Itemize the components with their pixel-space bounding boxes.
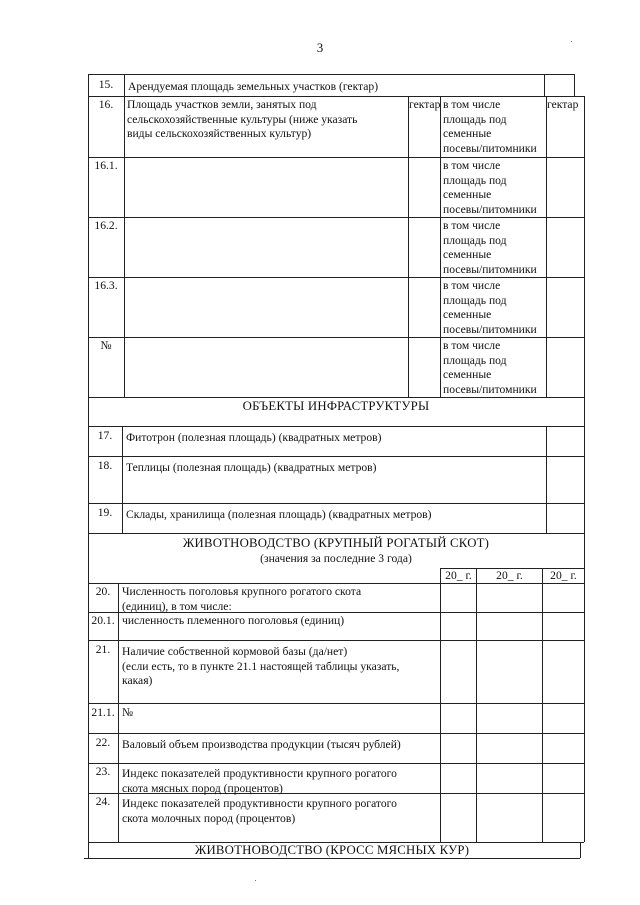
row-line xyxy=(88,277,584,278)
unit-label: гектар xyxy=(409,98,441,111)
col-line xyxy=(118,583,119,842)
col-line xyxy=(580,842,581,858)
row-text: численность племенного поголовья (единиц) xyxy=(122,614,345,627)
unit-label: гектар xyxy=(547,98,579,111)
sub-label: семенные xyxy=(443,188,492,201)
row-line xyxy=(88,640,584,641)
col-line xyxy=(546,426,547,533)
sub-label: в том числе xyxy=(443,98,501,111)
sub-label: площадь под xyxy=(443,353,507,367)
row-number: 16.2. xyxy=(94,219,118,232)
col-line xyxy=(476,568,477,842)
row-text: Фитотрон (полезная площадь) (квадратных метров) xyxy=(126,431,382,444)
sub-label: посевы/питомники xyxy=(443,141,537,155)
sub-label: площадь под xyxy=(443,293,507,307)
row-text: Площадь участков земли, занятых под xyxy=(127,98,317,111)
row-text: Индекс показателей продуктивности крупного рогатого xyxy=(122,767,397,780)
col-line xyxy=(574,74,575,96)
table-top-border xyxy=(88,74,574,75)
scan-speck xyxy=(255,880,256,881)
row-text: (если есть, то в пункте 21.1 настоящей таблицы указать, xyxy=(122,659,400,673)
col-line xyxy=(408,96,409,397)
row-number: 17. xyxy=(97,429,113,442)
sub-label: в том числе xyxy=(443,339,501,352)
row-text: Склады, хранилища (полезная площадь) (квадратных метров) xyxy=(126,508,432,521)
year-header: 20_ г. xyxy=(496,569,523,582)
row-line xyxy=(88,397,584,398)
sub-label: семенные xyxy=(443,248,492,261)
sub-label: семенные xyxy=(443,308,492,321)
row-text: скота мясных пород (процентов) xyxy=(122,781,283,795)
sub-label: в том числе xyxy=(443,279,501,292)
row-text: № xyxy=(122,706,134,719)
row-text: Арендуемая площадь земельных участков (гектар) xyxy=(128,80,379,93)
row-line xyxy=(88,337,584,338)
row-text: сельскохозяйственные культуры (ниже указать xyxy=(127,112,358,126)
page-number: 3 xyxy=(316,40,324,55)
row-line xyxy=(88,217,584,218)
row-line xyxy=(88,96,584,97)
row-text: Индекс показателей продуктивности крупного рогатого xyxy=(122,797,397,810)
section-title-infrastructure: ОБЪЕКТЫ ИНФРАСТРУКТУРЫ xyxy=(242,399,430,413)
row-text: (единиц), в том числе: xyxy=(122,599,232,613)
row-text: Наличие собственной кормовой базы (да/нет) xyxy=(122,645,348,658)
sub-label: посевы/питомники xyxy=(443,202,537,216)
section-title-cattle: ЖИВОТНОВОДСТВО (КРУПНЫЙ РОГАТЫЙ СКОТ) xyxy=(182,536,490,550)
row-text: скота молочных пород (процентов) xyxy=(122,811,296,825)
sub-label: посевы/питомники xyxy=(443,382,537,396)
row-number: 18. xyxy=(97,459,113,472)
col-line xyxy=(544,74,545,96)
sub-label: посевы/питомники xyxy=(443,262,537,276)
col-line xyxy=(542,568,543,842)
row-line xyxy=(88,456,584,457)
sub-label: площадь под xyxy=(443,173,507,187)
row-text: Численность поголовья крупного рогатого скота xyxy=(122,585,362,598)
col-line xyxy=(124,74,125,397)
row-number: № xyxy=(100,339,112,352)
row-line xyxy=(88,503,584,504)
row-line xyxy=(88,763,584,764)
row-text: виды сельскохозяйственных культур) xyxy=(127,127,312,140)
row-number: 16.3. xyxy=(94,279,118,292)
table-bottom-border xyxy=(84,858,580,859)
row-number: 21.1. xyxy=(91,706,115,719)
row-line xyxy=(88,703,584,704)
col-line xyxy=(440,568,441,842)
row-number: 22. xyxy=(95,736,111,749)
row-line xyxy=(88,426,584,427)
row-line xyxy=(88,157,584,158)
row-number: 16. xyxy=(98,98,114,111)
row-text: Валовый объем производства продукции (тысяч рублей) xyxy=(122,738,401,751)
section-subtitle-cattle: (значения за последние 3 года) xyxy=(260,552,412,565)
scan-speck xyxy=(571,41,572,42)
row-line xyxy=(88,533,584,534)
sub-label: в том числе xyxy=(443,219,501,232)
row-number: 24. xyxy=(95,795,111,808)
sub-label: площадь под xyxy=(443,233,507,247)
row-line xyxy=(88,733,584,734)
section-title-poultry: ЖИВОТНОВОДСТВО (КРОСС МЯСНЫХ КУР) xyxy=(194,843,470,857)
row-number: 21. xyxy=(95,643,111,656)
sub-label: в том числе xyxy=(443,159,501,172)
row-number: 19. xyxy=(97,506,113,519)
sub-label: площадь под xyxy=(443,112,507,126)
col-line xyxy=(122,426,123,533)
row-text: Теплицы (полезная площадь) (квадратных метров) xyxy=(126,461,377,474)
row-text: какая) xyxy=(122,674,153,687)
row-number: 20.1. xyxy=(91,614,115,627)
sub-label: семенные xyxy=(443,127,492,140)
col-line xyxy=(546,96,547,397)
sub-label: семенные xyxy=(443,368,492,381)
row-number: 20. xyxy=(95,585,111,598)
row-number: 23. xyxy=(95,765,111,778)
year-header: 20_ г. xyxy=(550,569,577,582)
table-right-border xyxy=(584,96,585,842)
row-number: 15. xyxy=(98,78,114,91)
sub-label: посевы/питомники xyxy=(443,322,537,336)
row-number: 16.1. xyxy=(94,159,118,172)
col-line xyxy=(440,96,441,397)
year-header: 20_ г. xyxy=(445,569,472,582)
